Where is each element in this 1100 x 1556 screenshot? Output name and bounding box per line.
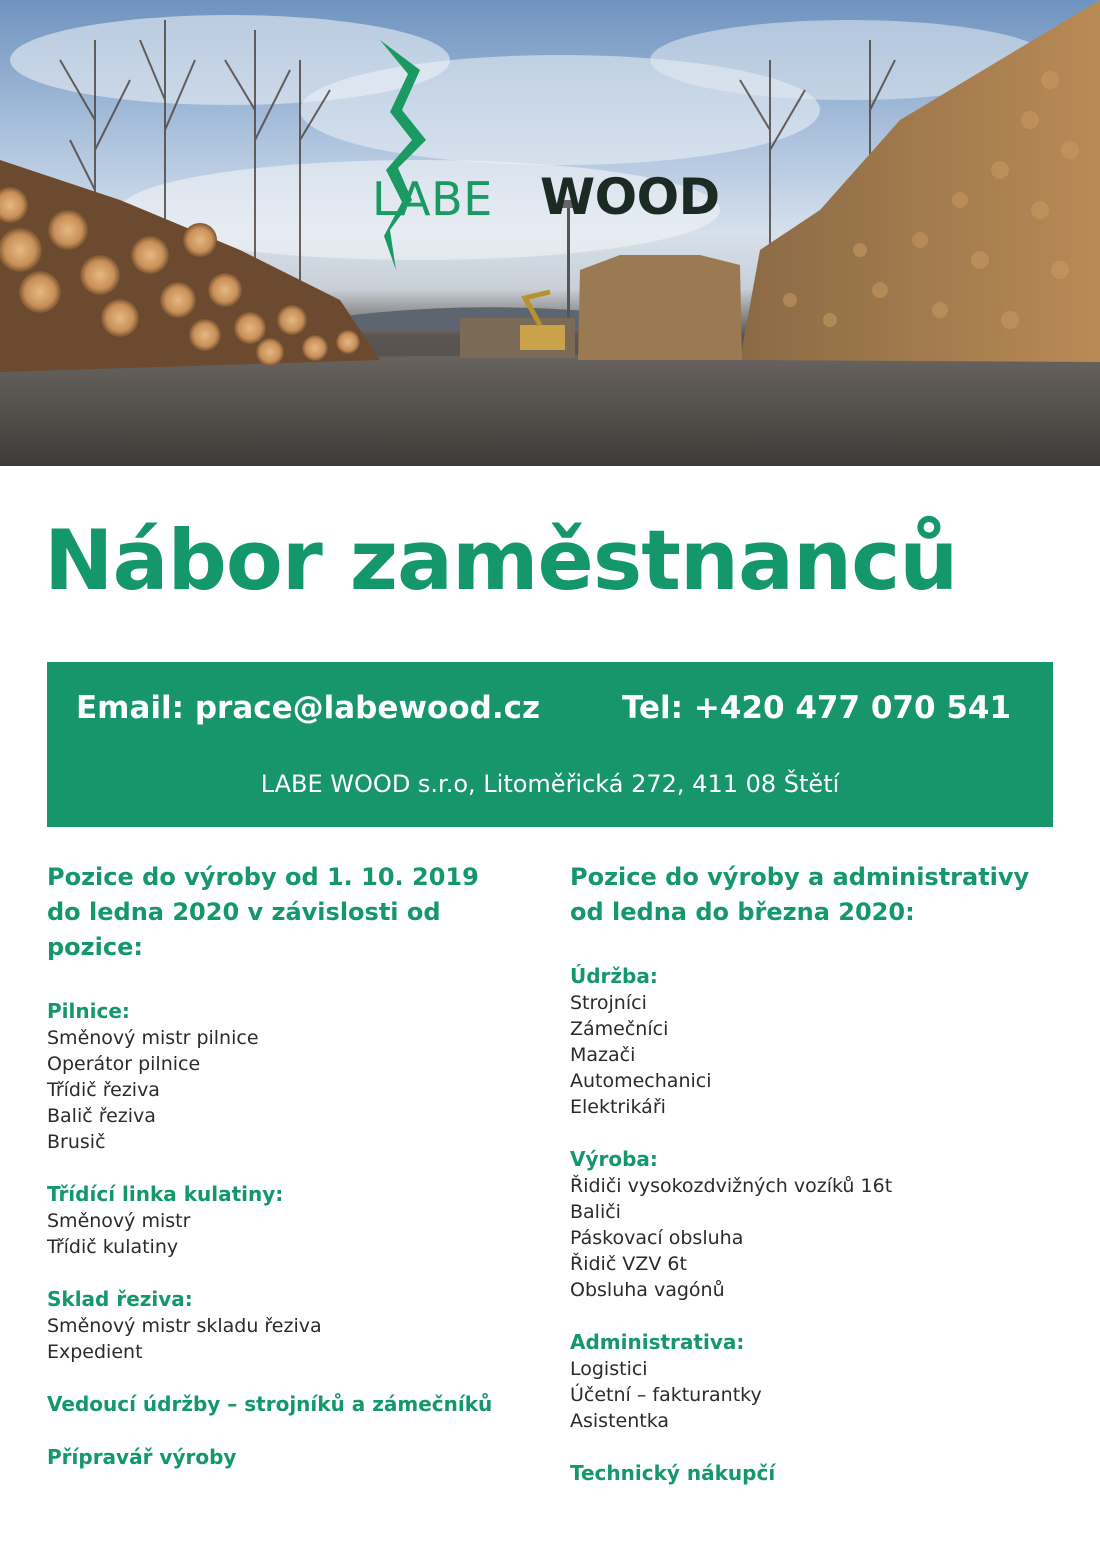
list-item: Směnový mistr (47, 1210, 191, 1232)
labe-wood-logo (372, 40, 732, 270)
hero-photo (0, 0, 1100, 466)
list-item: Mazači (570, 1044, 636, 1066)
list-item: Třídič řeziva (47, 1079, 160, 1101)
list-item: Účetní – fakturantky (570, 1384, 762, 1406)
section-title: Výroba: (570, 1147, 658, 1171)
company-address: LABE WOOD s.r.o, Litoměřická 272, 411 08 Štětí (260, 770, 840, 798)
section-technicky-nakupci (570, 1460, 1070, 1487)
logo-wood-text: WOOD (540, 168, 720, 226)
list-item: Směnový mistr pilnice (47, 1027, 259, 1049)
left-column-heading: Pozice do výroby od 1. 10. 2019 do ledna 2020 v závislosti od pozice: (47, 863, 479, 961)
section-title: Údržba: (570, 964, 658, 988)
section-pilnice (47, 998, 527, 1155)
list-item: Elektrikáři (570, 1096, 666, 1118)
email-contact[interactable]: Email: prace@labewood.cz (76, 690, 541, 726)
list-item: Balič řeziva (47, 1105, 156, 1127)
list-item: Strojníci (570, 992, 647, 1014)
section-vyroba (570, 1146, 1070, 1303)
list-item: Obsluha vagónů (570, 1279, 725, 1301)
section-title: Přípravář výroby (47, 1445, 237, 1469)
right-column-heading: Pozice do výroby a administrativy od ledna do března 2020: (570, 863, 1030, 926)
section-sklad-reziva (47, 1286, 527, 1365)
section-vedouci-udrzby (47, 1391, 527, 1418)
list-item: Směnový mistr skladu řeziva (47, 1315, 322, 1337)
list-item: Logistici (570, 1358, 648, 1380)
section-pripravar (47, 1444, 527, 1471)
list-item: Brusič (47, 1131, 106, 1153)
section-title: Pilnice: (47, 999, 130, 1023)
section-title: Technický nákupčí (570, 1461, 776, 1485)
section-title: Vedoucí údržby – strojníků a zámečníků (47, 1392, 493, 1416)
left-positions-column (47, 860, 527, 1471)
lightning-bolt-icon (372, 40, 432, 270)
list-item: Páskovací obsluha (570, 1227, 744, 1249)
section-administrativa (570, 1329, 1070, 1434)
page-title: Nábor zaměstnanců (44, 512, 958, 609)
section-tridici-linka (47, 1181, 527, 1260)
list-item: Automechanici (570, 1070, 712, 1092)
section-title: Administrativa: (570, 1330, 745, 1354)
section-title: Sklad řeziva: (47, 1287, 193, 1311)
logo-labe-text: LABE (372, 172, 493, 226)
list-item: Expedient (47, 1341, 143, 1363)
list-item: Třídič kulatiny (47, 1236, 179, 1258)
section-title: Třídící linka kulatiny: (47, 1182, 284, 1206)
list-item: Zámečníci (570, 1018, 669, 1040)
list-item: Řidiči vysokozdvižných vozíků 16t (570, 1175, 893, 1197)
list-item: Řidič VZV 6t (570, 1253, 687, 1275)
right-positions-column (570, 860, 1070, 1487)
list-item: Operátor pilnice (47, 1053, 201, 1075)
list-item: Asistentka (570, 1410, 670, 1432)
list-item: Baliči (570, 1201, 621, 1223)
section-udrzba (570, 963, 1070, 1120)
contact-banner (47, 662, 1053, 827)
phone-contact[interactable]: Tel: +420 477 070 541 (622, 690, 1012, 726)
